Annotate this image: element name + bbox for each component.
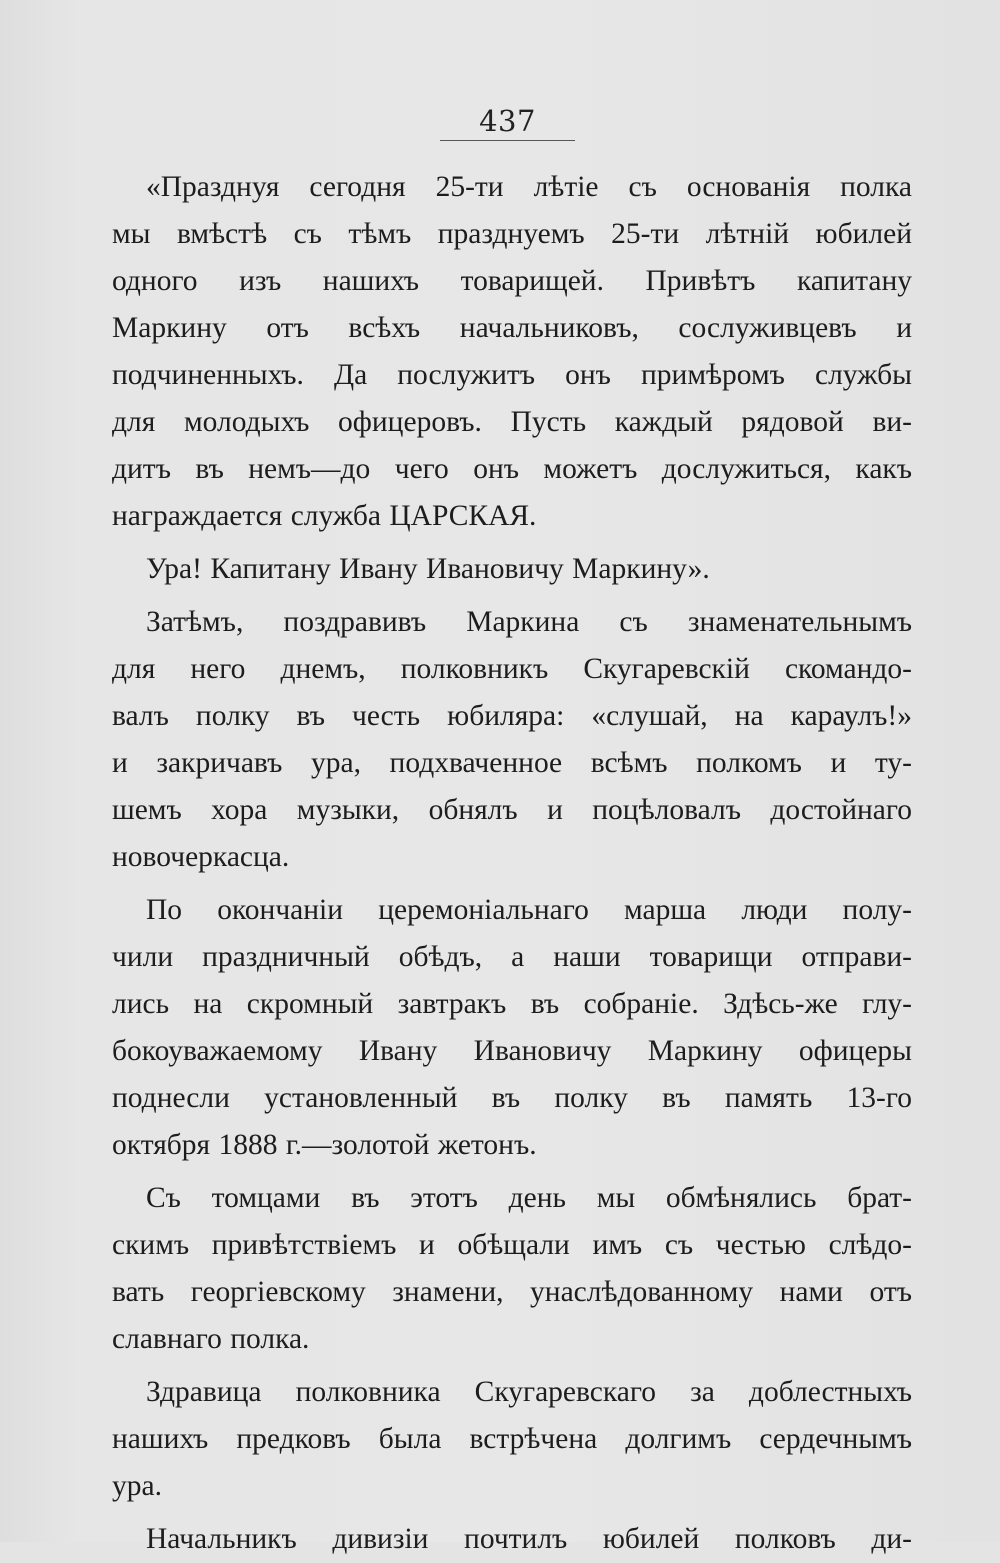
text-line: дитъ въ немъ—до чего онъ можетъ дослужиться, какъ <box>112 453 912 485</box>
text-line: мы вмѣстѣ съ тѣмъ празднуемъ 25-ти лѣтній юбилей <box>112 218 912 250</box>
text-line: лись на скромный завтракъ въ собраніе. Здѣсь-же глу- <box>112 988 912 1020</box>
text-line: для молодыхъ офицеровъ. Пусть каждый рядовой ви- <box>112 406 912 438</box>
text-line: бокоуважаемому Ивану Ивановичу Маркину офицеры <box>112 1035 912 1067</box>
text-line: одного изъ нашихъ товарищей. Привѣтъ капитану <box>112 265 912 297</box>
text-line: поднесли установленный въ полку въ память 13-го <box>112 1082 912 1114</box>
text-line: Затѣмъ, поздравивъ Маркина съ знаменательнымъ <box>146 606 912 638</box>
text-line: Ура! Капитану Ивану Ивановичу Маркину». <box>146 553 710 585</box>
text-line: вать георгіевскому знамени, унаслѣдованному нами отъ <box>112 1276 912 1308</box>
text-line: Маркину отъ всѣхъ начальниковъ, сослуживцевъ и <box>112 312 912 344</box>
page-header <box>440 104 575 141</box>
text-line: По окончаніи церемоніальнаго марша люди полу- <box>146 894 912 926</box>
text-line: ура. <box>112 1470 162 1502</box>
text-line: «Празднуя сегодня 25-ти лѣтіе съ основанія полка <box>146 171 912 203</box>
text-line: Съ томцами въ этотъ день мы обмѣнялись брат- <box>146 1182 912 1214</box>
text-line: и закричавъ ура, подхваченное всѣмъ полкомъ и ту- <box>112 747 912 779</box>
header-rule <box>440 140 575 141</box>
text-line: чили праздничный обѣдъ, а наши товарищи отправи- <box>112 941 912 973</box>
text-line: подчиненныхъ. Да послужитъ онъ примѣромъ службы <box>112 359 912 391</box>
text-line: нашихъ предковъ была встрѣчена долгимъ сердечнымъ <box>112 1423 912 1455</box>
text-line: валъ полку въ честь юбиляра: «слушай, на караулъ!» <box>112 700 912 732</box>
text-line: славнаго полка. <box>112 1323 310 1355</box>
text-line: для него днемъ, полковникъ Скугаревскій скомандо- <box>112 653 912 685</box>
text-line: октября 1888 г.—золотой жетонъ. <box>112 1129 537 1161</box>
text-line: Начальникъ дивизіи почтилъ юбилей полковъ ди- <box>146 1523 912 1555</box>
text-line: скимъ привѣтствіемъ и обѣщали имъ съ честью слѣдо- <box>112 1229 912 1261</box>
page-number: 437 <box>479 104 536 138</box>
text-line: награждается служба ЦАРСКАЯ. <box>112 500 537 532</box>
text-line: шемъ хора музыки, обнялъ и поцѣловалъ достойнаго <box>112 794 912 826</box>
text-line: Здравица полковника Скугаревскаго за доблестныхъ <box>146 1376 912 1408</box>
body-text <box>112 164 912 1563</box>
text-line: новочеркасца. <box>112 841 290 873</box>
